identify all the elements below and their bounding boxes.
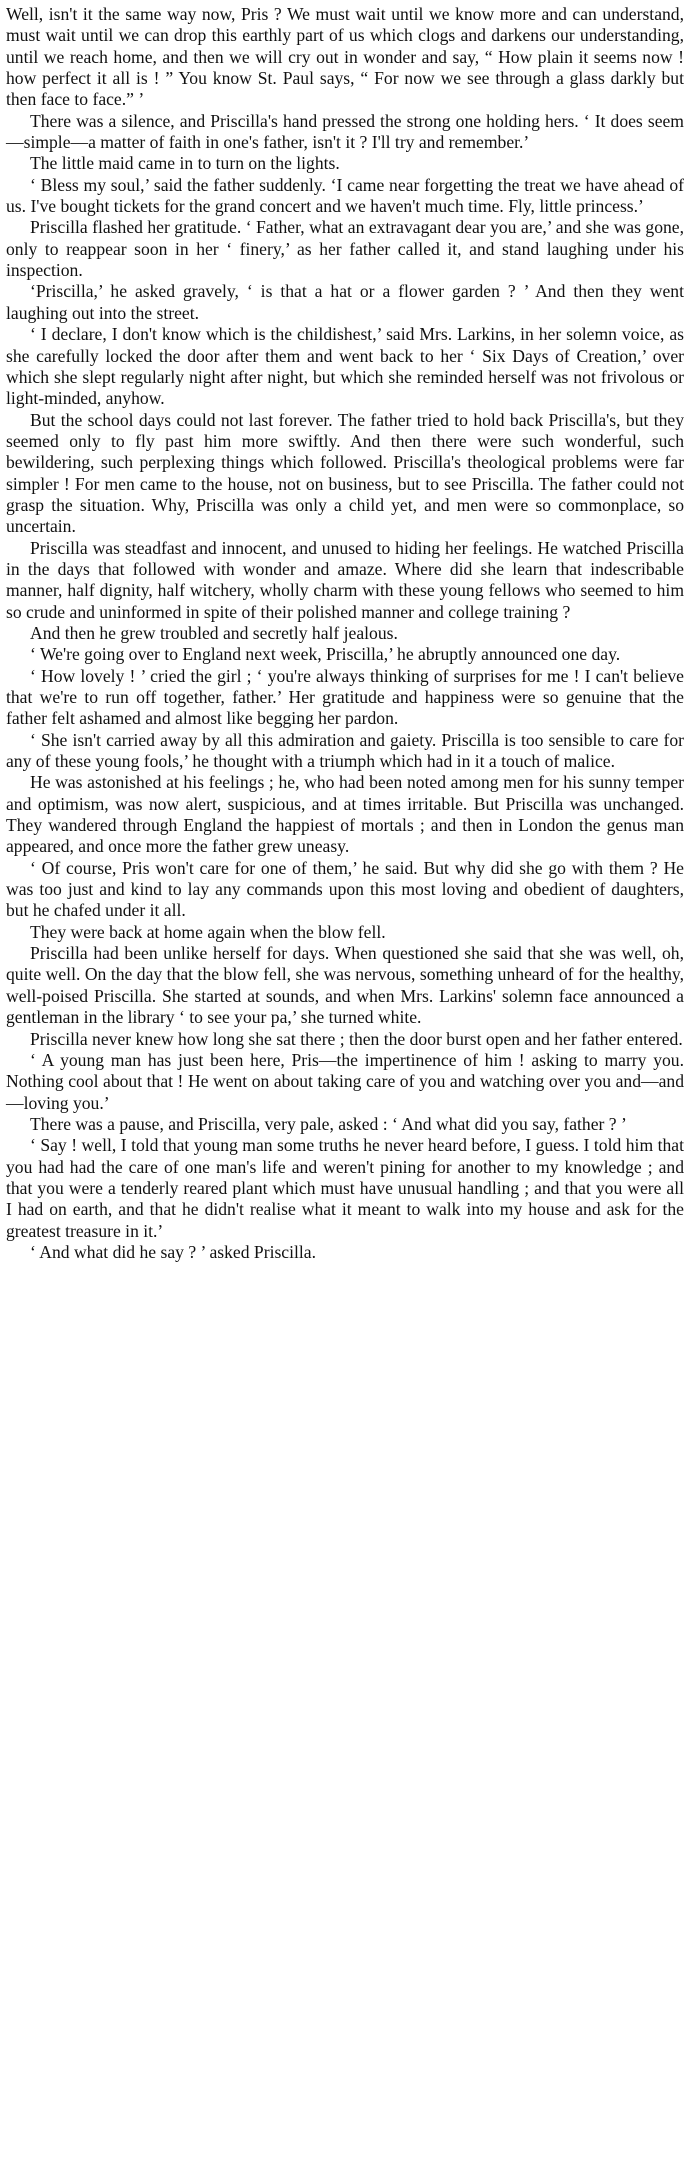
- paragraph: ‘ She isn't carried away by all this admiration and gaiety. Priscilla is too sensible to care for any of these young fools,’ he thought with a triumph which had in it a touch of malice.: [6, 729, 684, 772]
- paragraph: ‘ Of course, Pris won't care for one of them,’ he said. But why did she go with them ? He was too just and kind to lay any commands upon this most loving and obedient of daughters, but he chafed under it all.: [6, 857, 684, 921]
- paragraph: ‘Priscilla,’ he asked gravely, ‘ is that a hat or a flower garden ? ’ And then they went laughing out into the street.: [6, 281, 684, 323]
- paragraph: There was a pause, and Priscilla, very pale, asked : ‘ And what did you say, father ? ’: [30, 1113, 627, 1134]
- paragraph: The little maid came in to turn on the lights.: [30, 153, 340, 174]
- paragraph: ‘ How lovely ! ’ cried the girl ; ‘ you're always thinking of surprises for me ! I can't believe that we're to run off together, father.’ Her gratitude and happiness were so genuine that the father felt ashamed and almost like begging her pardon.: [6, 665, 684, 729]
- paragraph: Priscilla was steadfast and innocent, and unused to hiding her feelings. He watched Priscilla in the days that followed with wonder and amaze. Where did she learn that indescribable manner, half dignity, half witchery, wholly charm with these young fellows who seemed to him so crude and uninformed in spite of their polished manner and college training ?: [6, 537, 684, 622]
- paragraph: They were back at home again when the blow fell.: [30, 921, 386, 942]
- paragraph: Priscilla flashed her gratitude. ‘ Father, what an extravagant dear you are,’ and she was gone, only to reappear soon in her ‘ finery,’ as her father called it, and stand laughing under his inspection.: [6, 217, 684, 281]
- article-column: [6, 4, 684, 1263]
- paragraph: And then he grew troubled and secretly half jealous.: [30, 622, 398, 643]
- paragraph: ‘ And what did he say ? ’ asked Priscilla.: [30, 1241, 316, 1262]
- paragraph: He was astonished at his feelings ; he, who had been noted among men for his sunny temper and optimism, was now alert, suspicious, and at times irritable. But Priscilla was unchanged. They wandered through England the happiest of mortals ; and then in London the genus man appeared, and once more the father grew uneasy.: [6, 772, 684, 857]
- paragraph: ‘ I declare, I don't know which is the childishest,’ said Mrs. Larkins, in her solemn voice, as she carefully locked the door after them and went back to her ‘ Six Days of Creation,’ over which she slept regularly night after night, but which she reminded herself was not frivolous or light-minded, anyhow.: [6, 324, 684, 409]
- paragraph: Well, isn't it the same way now, Pris ? We must wait until we know more and can understand, must wait until we can drop this earthly part of us which clogs and darkens our understanding, until we reach home, and then we will cry out in wonder and say, “ How plain it seems now ! how perfect it all is ! ” You know St. Paul says, “ For now we see through a glass darkly but then face to face.” ’: [6, 4, 684, 110]
- paragraph: ‘ Say ! well, I told that young man some truths he never heard before, I guess. I told him that you had had the care of one man's life and weren't pining for another to my knowledge ; and that you were a tenderly reared plant which must have unusual handling ; and that you were all I had on earth, and that he didn't realise what it meant to walk into my house and ask for the greatest treasure in it.’: [6, 1135, 684, 1241]
- paragraph: ‘ We're going over to England next week, Priscilla,’ he abruptly announced one day.: [30, 644, 621, 665]
- paragraph: ‘ A young man has just been here, Pris—the impertinence of him ! asking to marry you. Nothing cool about that ! He went on about taking care of you and watching over you and—and—loving you.’: [6, 1049, 684, 1113]
- paragraph: There was a silence, and Priscilla's hand pressed the strong one holding hers. ‘ It does seem—simple—a matter of faith in one's father, isn't it ? I'll try and remember.’: [6, 110, 684, 153]
- paragraph: Priscilla had been unlike herself for days. When questioned she said that she was well, oh, quite well. On the day that the blow fell, she was nervous, something unheard of for the healthy, well-poised Priscilla. She started at sounds, and when Mrs. Larkins' solemn face announced a gentleman in the library ‘ to see your pa,’ she turned white.: [6, 943, 684, 1028]
- paragraph: ‘ Bless my soul,’ said the father suddenly. ‘I came near forgetting the treat we have ahead of us. I've bought tickets for the grand concert and we haven't much time. Fly, little princess.’: [6, 174, 684, 217]
- paragraph: But the school days could not last forever. The father tried to hold back Priscilla's, but they seemed only to fly past him more swiftly. And then there were such wonderful, such bewildering, such perplexing things which followed. Priscilla's theological problems were far simpler ! For men came to the house, not on business, but to see Priscilla. The father could not grasp the situation. Why, Priscilla was only a child yet, and men were so commonplace, so uncertain.: [6, 409, 684, 537]
- paragraph: Priscilla never knew how long she sat there ; then the door burst open and her father entered.: [30, 1028, 683, 1049]
